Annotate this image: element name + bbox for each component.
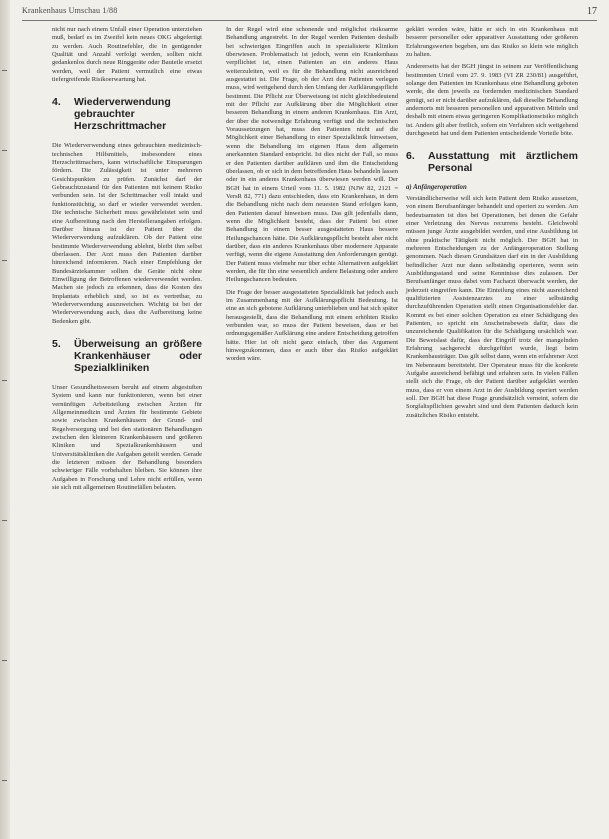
paragraph: Die Wiederverwendung eines gebrauchten medizinisch-technischen Hilfsmittels, insbesondere eines Herzschrittmachers, kann wirtschaftliche Einsparungen fördern. Die Zulässigkeit ist unter mehreren Gesichtspunkten zu prüfen. Zunächst darf der Gebrauchtzustand für den Patienten mit keinem Risiko verbunden sein. Ist der Schrittmacher voll intakt und funktionstüchtig, so darf er wieder verwendet werden. Die technische Sicherheit muss gewährleistet sein und eine Aufbereitung nach den Herstellerangaben erfolgen. Darüber hinaus ist der Patient über die Wiederverwendung aufzuklären. Ob der Patient eine bestimmte Wiederverwendung ablehnt, bleibt ihm selbst überlassen. Der Arzt muss den Patienten darüber hinreichend informieren. Nach einer Empfehlung der Bundesärztekammer sollten die Geräte nicht ohne Einwilligung der Betroffenen wiederverwendet werden. Machen sie jedoch zu erkennen, dass die Kosten des Implantats erheblich sind, so ist es vertretbar, zu Wiederverwendung auszuweichen. Wichtig ist bei der Wiederverwendung auch, dass die Aufbereitung keine Bedenken gibt. bbox=[52, 142, 202, 325]
edge-mark bbox=[2, 780, 7, 781]
paragraph: Unser Gesundheitswesen beruht auf einem abgestuften System und kann nur funktionieren, wenn bei einer vernünftigen Arbeitsteilung zwischen Ärzten für Allgemeinmedizin und Ärzten für bestimmte Gebiete sowie zwischen Krankenhäusern der Grund- und Regelversorgung und bei den stationären Behandlungen zwischen den kleineren Krankenhäusern und größeren Kliniken und Spezialkrankenhäusern und Universitätskliniken die Aufgaben geteilt werden. Gerade die letzteren müssen der Behandlung besonders schwieriger Fälle vorbehalten bleiben. Sie können ihre Aufgaben in Forschung und Lehre nicht erfüllen, wenn sie sich mit allgemeinen Routinefällen belasten. bbox=[52, 383, 202, 492]
section-title: Überweisung an größere Krankenhäuser oder Spezialkliniken bbox=[74, 337, 202, 374]
section-heading-5 bbox=[52, 338, 202, 374]
edge-mark bbox=[2, 70, 7, 71]
edge-mark bbox=[2, 660, 7, 661]
edge-mark bbox=[2, 260, 7, 261]
section-heading-6 bbox=[406, 150, 578, 174]
paragraph: Die Frage der besser ausgestatteten Spezialklinik hat jedoch auch im Zusammenhang mit der Aufklärungspflicht Bedeutung. Ist eine an sich gebotene Aufklärung unterblieben und hat sich später herausgestellt, dass die Behandlung mit einem erhöhten Risiko verbunden war, so muss der Patient beweisen, dass er bei ordnungsgemäßer Aufklärung eine andere Entscheidung getroffen hätte. Hier ist oft nicht ganz einfach, über das Argument hinwegzukommen, dass er auch über das Risiko aufgeklärt worden wäre. bbox=[226, 288, 398, 363]
section-title: Wiederverwendung gebrauchter Herzschrittmacher bbox=[74, 96, 171, 133]
paragraph: Andererseits hat der BGH jüngst in seinem zur Veröffentlichung bestimmten Urteil vom 27. 9. 1983 (VI ZR 230/81) ausgeführt, solange den Patienten im Krankenhaus eine Behandlung geboten werde, die dem jeweils zu fordernden medizinischen Standard genügt, sei er nicht darüber aufzuklären, daß dieselbe Behandlung andernorts mit besseren personellen und apparativen Mitteln und deshalb mit einem etwas geringeren Komplikationsrisiko möglich ist. Anders gilt aber freilich, sofern ein Verfahren sich weitgehend durchgesetzt hat und dem Patienten entscheidende Vorteile böte. bbox=[406, 63, 578, 138]
column-right bbox=[406, 26, 578, 424]
section-number: 6. bbox=[406, 150, 415, 163]
edge-mark bbox=[2, 380, 7, 381]
column-left bbox=[52, 26, 202, 496]
binding-edge bbox=[0, 0, 10, 839]
paragraph: Verständlicherweise will sich kein Patient dem Risiko aussetzen, von einem Berufsanfänger behandelt und operiert zu werden. Am bedeutsamsten ist dies bei Operationen, bei denen die Gefahr einer Verletzung des Nervus recurrens besteht. Gleichwohl müssen junge Ärzte ausgebildet werden, und eine Ausbildung ist ohne praktische Tätigkeit nicht möglich. Der BGH hat in mehreren Entscheidungen zu der Anfängeroperation Stellung genommen. Nach diesen Grundsätzen darf ein in der Ausbildung befindlicher Arzt nur dann selbständig operieren, wenn sein Ausbildungsstand und seine Kenntnisse dies zulassen. Der Berufsanfänger muss dabei vom Facharzt überwacht werden, der jederzeit eingreifen kann. Die Einteilung eines nicht ausreichend qualifizierten Assistenzarztes zu einer selbständig durchzuführenden Operation stellt einen Organisationsfehler dar. Kommt es bei einer solchen Operation zu einer Schädigung des Patienten, so spricht ein Anscheinsbeweis dafür, dass die unzureichende Qualifikation für die Schädigung ursächlich war. Die Beweislast dafür, dass der Eingriff trotz der mangelnden Erfahrung sachgerecht durchgeführt wurde, liegt beim Krankenhausträger. Das gilt selbst dann, wenn ein erfahrener Arzt im Nebenraum bereitsteht. Der Operateur muss für die konkrete Aufgabe ausreichend befähigt und erfahren sein. In vielen Fällen stellt sich die Frage, ob der Patient darüber aufgeklärt werden muss, dass er von einem Arzt in der Ausbildung operiert werden soll. Der BGH hat diese Frage grundsätzlich verneint, sofern die Sorgfaltspflichten gewahrt sind und dem Patienten dadurch kein zusätzliches Risiko entsteht. bbox=[406, 194, 578, 419]
section-number: 5. bbox=[52, 337, 61, 350]
running-head: Krankenhaus Umschau 1/88 bbox=[22, 6, 118, 15]
edge-mark bbox=[2, 150, 7, 151]
edge-mark bbox=[2, 520, 7, 521]
section-heading-4 bbox=[52, 96, 202, 132]
page-number: 17 bbox=[587, 6, 597, 17]
paragraph: In der Regel wird eine schonende und möglichst risikoarme Behandlung angestrebt. In der Regel werden Patienten deshalb bei schwierigen Eingriffen auch in spezialisierte Kliniken überwiesen. Problematisch ist jedoch, wenn ein Krankenhaus verpflichtet ist, einen Patienten an ein anderes Haus weiterzuleiten, weil es für die Behandlung nicht ausreichend ausgestattet ist. Die Frage, ob der Arzt den Patienten verlegen muss, wird weitgehend durch den Umfang der Aufklärungspflicht bestimmt. Die Pflicht zur Überweisung ist nicht gleichbedeutend mit der Pflicht zur Aufklärung über die Möglichkeit einer besseren Behandlung in einem anderen Krankenhaus. Ein Arzt, der über die notwendige Erfahrung verfügt und die technischen Voraussetzungen hat, muss den Patienten nicht auf die Möglichkeit einer Behandlung in einer Spezialklinik hinweisen, wenn die Behandlung im eigenen Haus dem allgemein anerkannten Standard entspricht. Ist dies nicht der Fall, so muss er den Patienten darüber aufklären und ihm die Entscheidung überlassen, ob er sich in dem betreffenden Haus behandeln lassen oder in ein anderes Krankenhaus überwiesen werden will. Der BGH hat in einem Urteil vom 11. 5. 1982 (NJW 82, 2121 = VersR 82, 771) dazu entschieden, dass ein Krankenhaus, in dem die Behandlung nicht nach dem neuesten Stand erfolgen kann, den Patienten darauf hinweisen muss. Das gilt jedenfalls dann, wenn die Möglichkeit besteht, dass der Patient bei einer Behandlung in einem besser ausgestatteten Haus bessere Heilungschancen hätte. Die Aufklärungspflicht besteht aber nicht darüber, dass ein anderes Krankenhaus über modernere Apparate verfügt, wenn die eigene Ausstattung den Anforderungen genügt. Der Patient muss vielmehr nur über echte Alternativen aufgeklärt werden, die für ihn eine wesentlich andere Belastung oder andere Heilungschancen bedeuten. bbox=[226, 26, 398, 284]
section-number: 4. bbox=[52, 96, 61, 109]
paragraph: geklärt worden wäre, hätte er sich in ein Krankenhaus mit besserer personeller oder apparativer Ausstattung oder größeren Erfahrungswerten begeben, um das Risiko so klein wie möglich zu halten. bbox=[406, 26, 578, 59]
header-rule bbox=[22, 20, 597, 21]
paragraph: nicht nur nach einem Unfall einer Operation unterziehen muß, bedarf es im Zweifel kein neues OKG abgefertigt zu werden. Auch Routinefehler, die in genügender Qualität und Anzahl verfolgt werden, sollten nicht gedankenlos durch neue Ringgeräte oder Bauteile ersetzt werden, weil der Patient vermutlich eine etwas tiefergreifende Risikoerwartung hat. bbox=[52, 26, 202, 84]
subheading: a) Anfängeroperation bbox=[406, 184, 467, 192]
column-middle bbox=[226, 26, 398, 368]
section-title: Ausstattung mit ärztlichem Personal bbox=[428, 150, 578, 175]
